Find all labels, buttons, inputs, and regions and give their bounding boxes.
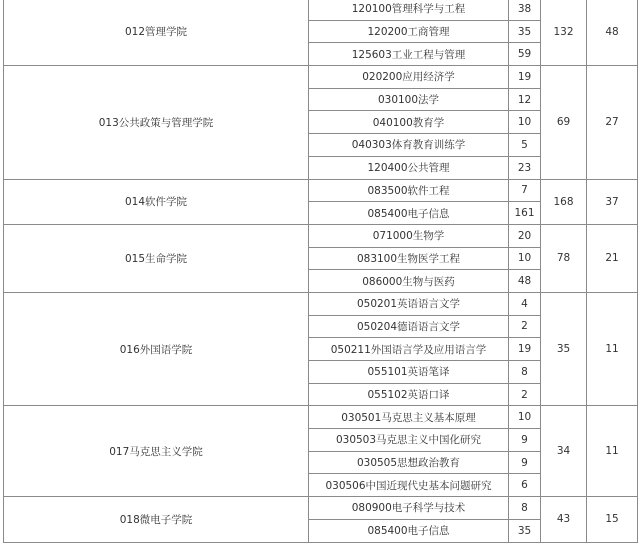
major-name-cell: 050201英语语言文学 bbox=[309, 292, 509, 315]
college-name-cell: 018微电子学院 bbox=[4, 497, 309, 542]
major-count-cell: 12 bbox=[509, 88, 541, 111]
college-name-cell: 017马克思主义学院 bbox=[4, 406, 309, 497]
table-row bbox=[4, 224, 638, 247]
college-total-cell: 78 bbox=[541, 224, 587, 292]
major-name-cell: 125603工业工程与管理 bbox=[309, 43, 509, 66]
major-name-cell: 085400电子信息 bbox=[309, 519, 509, 542]
enrollment-table bbox=[3, 0, 638, 543]
major-name-cell: 030501马克思主义基本原理 bbox=[309, 406, 509, 429]
college-name-cell: 015生命学院 bbox=[4, 224, 309, 292]
major-name-cell: 040100教育学 bbox=[309, 111, 509, 134]
major-name-cell: 040303体育教育训练学 bbox=[309, 134, 509, 157]
college-quota-cell: 11 bbox=[587, 406, 638, 497]
major-count-cell: 5 bbox=[509, 134, 541, 157]
major-name-cell: 030506中国近现代史基本问题研究 bbox=[309, 474, 509, 497]
major-count-cell: 19 bbox=[509, 338, 541, 361]
major-name-cell: 086000生物与医药 bbox=[309, 270, 509, 293]
major-count-cell: 2 bbox=[509, 315, 541, 338]
major-count-cell: 6 bbox=[509, 474, 541, 497]
major-name-cell: 120400公共管理 bbox=[309, 156, 509, 179]
major-count-cell: 38 bbox=[509, 0, 541, 20]
major-count-cell: 20 bbox=[509, 224, 541, 247]
major-name-cell: 083500软件工程 bbox=[309, 179, 509, 202]
college-name-cell: 014软件学院 bbox=[4, 179, 309, 224]
college-quota-cell: 27 bbox=[587, 66, 638, 179]
major-count-cell: 35 bbox=[509, 519, 541, 542]
major-count-cell: 10 bbox=[509, 247, 541, 270]
college-total-cell: 43 bbox=[541, 497, 587, 542]
college-name-cell: 016外国语学院 bbox=[4, 292, 309, 405]
major-count-cell: 35 bbox=[509, 20, 541, 43]
major-name-cell: 030503马克思主义中国化研究 bbox=[309, 429, 509, 452]
college-quota-cell: 11 bbox=[587, 292, 638, 405]
table-row bbox=[4, 406, 638, 429]
major-name-cell: 050204德语语言文学 bbox=[309, 315, 509, 338]
major-count-cell: 8 bbox=[509, 497, 541, 520]
table-row bbox=[4, 66, 638, 89]
college-quota-cell: 15 bbox=[587, 497, 638, 542]
major-name-cell: 083100生物医学工程 bbox=[309, 247, 509, 270]
major-count-cell: 48 bbox=[509, 270, 541, 293]
college-total-cell: 69 bbox=[541, 66, 587, 179]
table-row bbox=[4, 497, 638, 520]
major-count-cell: 9 bbox=[509, 451, 541, 474]
college-total-cell: 35 bbox=[541, 292, 587, 405]
major-name-cell: 050211外国语言学及应用语言学 bbox=[309, 338, 509, 361]
college-quota-cell: 37 bbox=[587, 179, 638, 224]
major-count-cell: 19 bbox=[509, 66, 541, 89]
college-name-cell: 013公共政策与管理学院 bbox=[4, 66, 309, 179]
major-name-cell: 020200应用经济学 bbox=[309, 66, 509, 89]
major-count-cell: 10 bbox=[509, 111, 541, 134]
major-name-cell: 085400电子信息 bbox=[309, 202, 509, 225]
major-count-cell: 161 bbox=[509, 202, 541, 225]
major-name-cell: 030505思想政治教育 bbox=[309, 451, 509, 474]
major-count-cell: 59 bbox=[509, 43, 541, 66]
major-count-cell: 4 bbox=[509, 292, 541, 315]
enrollment-table-body bbox=[4, 0, 638, 542]
major-count-cell: 23 bbox=[509, 156, 541, 179]
college-total-cell: 132 bbox=[541, 0, 587, 66]
college-name-cell: 012管理学院 bbox=[4, 0, 309, 66]
major-name-cell: 120100管理科学与工程 bbox=[309, 0, 509, 20]
major-name-cell: 055101英语笔译 bbox=[309, 361, 509, 384]
major-count-cell: 10 bbox=[509, 406, 541, 429]
table-row bbox=[4, 0, 638, 20]
major-name-cell: 120200工商管理 bbox=[309, 20, 509, 43]
major-count-cell: 7 bbox=[509, 179, 541, 202]
college-quota-cell: 48 bbox=[587, 0, 638, 66]
table-row bbox=[4, 292, 638, 315]
major-name-cell: 055102英语口译 bbox=[309, 383, 509, 406]
major-count-cell: 9 bbox=[509, 429, 541, 452]
college-quota-cell: 21 bbox=[587, 224, 638, 292]
major-count-cell: 2 bbox=[509, 383, 541, 406]
major-name-cell: 071000生物学 bbox=[309, 224, 509, 247]
major-name-cell: 080900电子科学与技术 bbox=[309, 497, 509, 520]
college-total-cell: 168 bbox=[541, 179, 587, 224]
college-total-cell: 34 bbox=[541, 406, 587, 497]
major-name-cell: 030100法学 bbox=[309, 88, 509, 111]
table-row bbox=[4, 179, 638, 202]
major-count-cell: 8 bbox=[509, 361, 541, 384]
